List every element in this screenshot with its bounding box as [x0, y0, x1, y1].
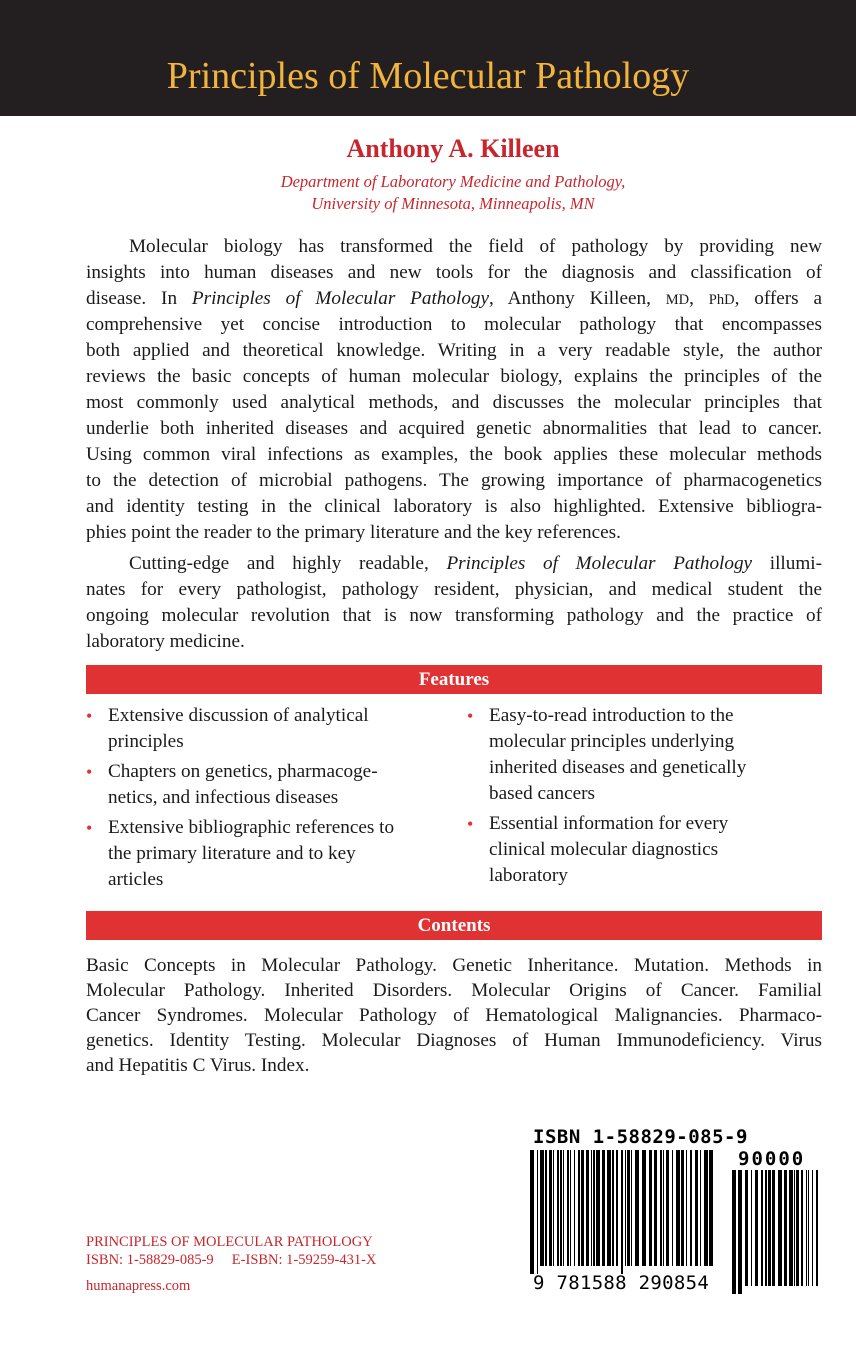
barcode-bar	[796, 1170, 799, 1286]
barcode-bar	[549, 1150, 552, 1266]
description-line: and identity testing in the clinical laboratory is also highlighted. Extensive bibliogra-	[86, 496, 822, 517]
feature-item: • Extensive discussion of analytical principles	[86, 705, 369, 752]
barcode-bar	[806, 1170, 807, 1286]
barcode-bar	[778, 1170, 782, 1286]
barcode-bar	[768, 1170, 771, 1286]
barcode-digits: 9 781588 290854	[533, 1272, 710, 1294]
barcode-bar	[560, 1150, 562, 1266]
barcode-bar	[649, 1150, 652, 1266]
barcode-bar	[545, 1150, 547, 1266]
barcode-bar	[581, 1150, 584, 1266]
barcode-bar	[738, 1170, 742, 1294]
barcode-bar	[709, 1150, 713, 1266]
barcode-bar	[621, 1150, 623, 1274]
barcode-bar	[607, 1150, 611, 1266]
barcode-bar	[530, 1150, 534, 1274]
barcode-bar	[537, 1150, 538, 1274]
barcode-bar	[567, 1150, 569, 1266]
bullet-icon: •	[86, 818, 93, 838]
description-line: nates for every pathologist, pathology resident, physician, and medical student the	[86, 579, 822, 600]
barcode-bar	[686, 1150, 687, 1266]
barcode-bar	[812, 1170, 813, 1286]
barcode-bar	[732, 1170, 736, 1294]
barcode-bar	[681, 1150, 684, 1266]
features-heading: Features	[86, 665, 822, 694]
barcode-bar	[553, 1150, 554, 1266]
book-title: Principles of Molecular Pathology	[166, 55, 690, 97]
contents-line: and Hepatitis C Virus. Index.	[86, 1055, 310, 1076]
barcode-bar	[563, 1150, 564, 1266]
bullet-icon: •	[86, 706, 93, 726]
barcode-bar	[784, 1170, 787, 1286]
barcode-bar	[578, 1150, 580, 1266]
description-line: most commonly used analytical methods, and discusses the molecular principles that	[86, 392, 822, 413]
contents-line: Cancer Syndromes. Molecular Pathology of Hematological Malignancies. Pharmaco-	[86, 1005, 822, 1026]
description-line: Cutting-edge and highly readable, Principles of Molecular Pathology illumi-	[129, 553, 822, 574]
barcode-bar	[642, 1150, 646, 1266]
bullet-icon: •	[467, 706, 474, 726]
barcode-bar	[765, 1170, 767, 1286]
affiliation-line-1: Department of Laboratory Medicine and Pathology,	[280, 172, 626, 191]
barcode-bar	[761, 1170, 763, 1286]
barcode-bar	[596, 1150, 600, 1266]
barcode-isbn-label: ISBN 1-58829-085-9	[533, 1126, 748, 1148]
barcode-bar	[663, 1150, 664, 1266]
barcode-bar	[772, 1170, 775, 1286]
contents-line: genetics. Identity Testing. Molecular Diagnoses of Human Immunodeficiency. Virus	[86, 1030, 822, 1051]
barcode-bar	[695, 1150, 698, 1266]
barcode-bar	[586, 1150, 589, 1266]
bullet-icon: •	[467, 814, 474, 834]
description-line: to the detection of microbial pathogens. The growing importance of pharmacogenetics	[86, 470, 822, 491]
barcode-bar	[540, 1150, 544, 1266]
description-line: both applied and theoretical knowledge. Writing in a very readable style, the author	[86, 340, 822, 361]
barcode-bar	[816, 1170, 818, 1286]
description-line: phies point the reader to the primary literature and the key references.	[86, 522, 621, 543]
description-line: comprehensive yet concise introduction to molecular pathology that encompasses	[86, 314, 822, 335]
feature-item: • Easy-to-read introduction to the molecular principles underlying inherited diseases and genetically based cancers	[467, 705, 747, 804]
contents-line: Molecular Pathology. Inherited Disorders. Molecular Origins of Cancer. Familial	[86, 980, 822, 1001]
footer-isbn: ISBN: 1-58829-085-9 E-ISBN: 1-59259-431-X	[86, 1252, 377, 1268]
barcode-bar	[672, 1150, 673, 1266]
barcode-bar	[745, 1170, 748, 1286]
barcode-bar	[751, 1170, 752, 1286]
feature-item: • Essential information for every clinical molecular diagnostics laboratory	[467, 813, 729, 886]
description-line: Using common viral infections as examples, the book applies these molecular methods	[86, 444, 822, 465]
barcode-bar	[616, 1150, 618, 1266]
description-line: laboratory medicine.	[86, 631, 245, 652]
barcode-bar	[625, 1150, 626, 1266]
barcode-bar	[635, 1150, 639, 1266]
description-line: Molecular biology has transformed the field of pathology by providing new	[129, 236, 822, 257]
feature-item: • Chapters on genetics, pharmacoge- netics, and infectious diseases	[86, 761, 378, 808]
barcode-bar	[704, 1150, 708, 1266]
description-line: disease. In Principles of Molecular Pathology, Anthony Killeen, MD, PhD, offers a	[86, 288, 822, 309]
footer-website: humanapress.com	[86, 1278, 191, 1294]
description-line: ongoing molecular revolution that is now transforming pathology and the practice of	[86, 605, 822, 626]
barcode-bar	[574, 1150, 575, 1266]
barcode-bar	[755, 1170, 758, 1286]
barcode-bar	[666, 1150, 669, 1266]
description-line: insights into human diseases and new tools for the diagnosis and classification of	[86, 262, 822, 283]
contents-line: Basic Concepts in Molecular Pathology. Genetic Inheritance. Mutation. Methods in	[86, 955, 822, 976]
feature-item: • Extensive bibliographic references to the primary literature and to key articles	[86, 817, 395, 890]
barcode-bar	[808, 1170, 809, 1286]
barcode-bar	[627, 1150, 630, 1266]
barcode-bar	[690, 1150, 692, 1266]
barcode-bar	[801, 1170, 803, 1286]
barcode-price-code: 90000	[738, 1148, 806, 1170]
barcode-bar	[789, 1170, 793, 1286]
author-name: Anthony A. Killeen	[346, 134, 560, 163]
barcode-bar	[700, 1150, 701, 1266]
barcode-bar	[602, 1150, 605, 1266]
barcode-bar	[654, 1150, 657, 1266]
barcode-bar	[570, 1150, 571, 1266]
barcode-bar	[593, 1150, 595, 1266]
contents-heading: Contents	[86, 911, 822, 940]
description-line: underlie both inherited diseases and acquired genetic abnormalities that lead to cancer.	[86, 418, 822, 439]
barcode-bar	[660, 1150, 662, 1266]
affiliation-line-2: University of Minnesota, Minneapolis, MN	[311, 194, 595, 213]
barcode-bar	[557, 1150, 559, 1266]
bullet-icon: •	[86, 762, 93, 782]
description-line: reviews the basic concepts of human molecular biology, explains the principles of the	[86, 366, 822, 387]
barcode-bar	[676, 1150, 680, 1266]
barcode-bar	[612, 1150, 614, 1266]
barcode-bar	[631, 1150, 632, 1266]
barcode-bar	[591, 1150, 592, 1266]
barcode-bar	[794, 1170, 795, 1286]
footer-book-title: PRINCIPLES OF MOLECULAR PATHOLOGY	[86, 1234, 373, 1250]
